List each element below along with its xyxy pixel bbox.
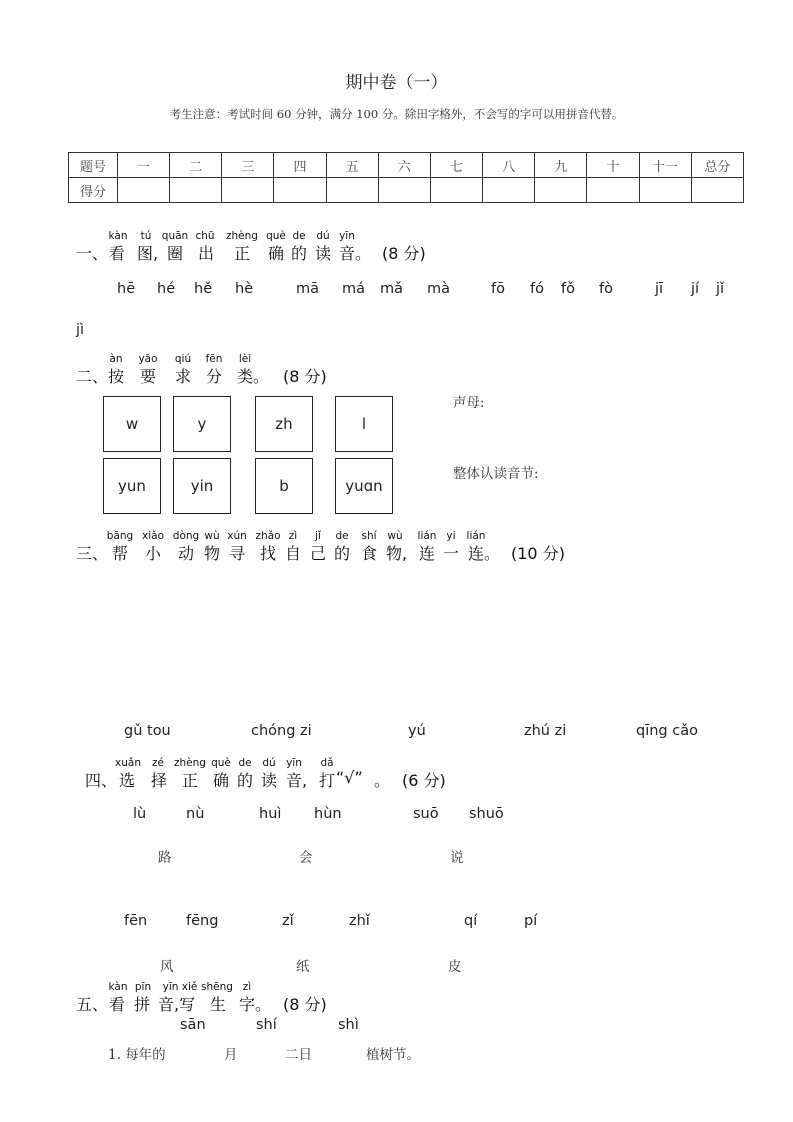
question-points: (8 分)	[283, 995, 327, 1014]
food-word[interactable]: chóng zi	[251, 723, 312, 739]
food-word[interactable]: yú	[408, 723, 426, 739]
pinyin-annotation: pīn	[134, 981, 152, 993]
question-char: 一	[443, 544, 460, 563]
target-char: 风	[160, 959, 174, 975]
question-char: 己	[310, 544, 327, 563]
syllable-card[interactable]: l	[335, 396, 393, 452]
pinyin-annotation: yīn	[339, 230, 355, 242]
question-char: 确	[268, 244, 285, 263]
pinyin-annotation: què	[266, 230, 286, 242]
pinyin-annotation: wù	[204, 530, 220, 542]
question-char: 要	[140, 367, 157, 386]
question-char: 。	[374, 771, 391, 790]
pinyin-annotation: lèi	[238, 353, 252, 365]
question-char: 分	[206, 367, 223, 386]
table-cell: 十一	[639, 153, 691, 178]
pinyin-option[interactable]: hé	[157, 281, 176, 297]
syllable-card[interactable]: yin	[173, 458, 231, 514]
pinyin-annotation: qiú	[174, 353, 192, 365]
score-table-score-row	[69, 178, 744, 203]
pinyin-annotation: àn	[109, 353, 123, 365]
pinyin-annotation: shí	[361, 530, 377, 542]
pinyin-option[interactable]: jí	[691, 281, 700, 297]
question-char: 的	[237, 771, 254, 790]
question-char: 确	[213, 771, 230, 790]
zhengti-label: 整体认读音节:	[453, 466, 539, 482]
pinyin-annotation: bāng	[106, 530, 134, 542]
question-char: 音。	[339, 244, 372, 263]
pinyin-option[interactable]: má	[342, 281, 366, 297]
syllable-card[interactable]: w	[103, 396, 161, 452]
pinyin-option[interactable]: shuō	[469, 806, 504, 822]
pinyin-annotation: chū	[195, 230, 215, 242]
pinyin-annotation: quān	[161, 230, 189, 242]
pinyin-option[interactable]: zhǐ	[349, 913, 370, 929]
pinyin-annotation: zì	[288, 530, 298, 542]
question-char: 读	[315, 244, 332, 263]
pinyin-annotation: dú	[316, 230, 330, 242]
question-number: 一、	[76, 244, 109, 263]
question-char: 的	[334, 544, 351, 563]
pinyin-annotation: dǎ	[320, 757, 334, 769]
score-input-cell[interactable]	[118, 178, 170, 203]
question-number: 四、	[85, 771, 118, 790]
pinyin-option[interactable]: hě	[194, 281, 213, 297]
pinyin-option[interactable]: fō	[491, 281, 505, 297]
question-char: 寻	[229, 544, 246, 563]
sentence-text: 1. 每年的	[108, 1047, 166, 1063]
question-char: 小	[145, 544, 162, 563]
pinyin-option[interactable]: suō	[413, 806, 439, 822]
pinyin-annotation: kàn	[108, 230, 128, 242]
question-char: 择	[151, 771, 168, 790]
pinyin-option[interactable]: mà	[427, 281, 451, 297]
pinyin-option[interactable]: hùn	[314, 806, 342, 822]
pinyin-annotation: dòng	[172, 530, 200, 542]
pinyin-annotation: fēn	[205, 353, 223, 365]
pinyin-annotation: lián	[417, 530, 437, 542]
question-char: 连。	[468, 544, 501, 563]
hint-pinyin: shí	[256, 1017, 277, 1033]
table-cell: 总分	[691, 153, 743, 178]
score-input-cell[interactable]	[535, 178, 587, 203]
food-word[interactable]: qīng cǎo	[636, 723, 698, 739]
shengmu-label: 声母:	[453, 395, 485, 411]
target-char: 会	[299, 850, 313, 866]
pinyin-option[interactable]: fó	[530, 281, 544, 297]
question-points: (10 分)	[511, 544, 565, 563]
question-points: (6 分)	[402, 771, 446, 790]
target-char: 说	[450, 850, 464, 866]
sentence-text: 月	[224, 1047, 238, 1063]
question-char: “√”	[336, 768, 363, 787]
pinyin-option[interactable]: huì	[259, 806, 282, 822]
question-char: 找	[260, 544, 277, 563]
question-char: 自	[285, 544, 302, 563]
table-cell: 八	[483, 153, 535, 178]
target-char: 皮	[448, 959, 462, 975]
question-points: (8 分)	[382, 244, 426, 263]
table-cell: 一	[118, 153, 170, 178]
question-char: 食	[361, 544, 378, 563]
question-char: 按	[108, 367, 125, 386]
question-points: (8 分)	[283, 367, 327, 386]
pinyin-annotation: yi	[446, 530, 456, 542]
pinyin-annotation: de	[238, 757, 252, 769]
pinyin-annotation: zé	[152, 757, 164, 769]
food-word[interactable]: zhú zi	[524, 723, 567, 739]
hint-pinyin: shì	[338, 1017, 359, 1033]
question-char: 看	[109, 995, 126, 1014]
pinyin-annotation: yīn xiě	[162, 981, 198, 993]
pinyin-annotation: yāo	[138, 353, 158, 365]
question-char: 拼	[134, 995, 151, 1014]
question-char: 音,写	[158, 995, 196, 1014]
exam-notice: 考生注意：考试时间 60 分钟，满分 100 分。除田字格外，不会写的字可以用拼音代替。	[169, 107, 624, 121]
syllable-card[interactable]: yuɑn	[335, 458, 393, 514]
score-input-cell[interactable]	[274, 178, 326, 203]
score-table-header-row	[69, 153, 744, 178]
pinyin-annotation: yīn	[286, 757, 302, 769]
table-cell: 二	[170, 153, 222, 178]
pinyin-option[interactable]: zǐ	[282, 913, 294, 929]
question-char: 选	[119, 771, 136, 790]
syllable-card[interactable]: b	[255, 458, 313, 514]
pinyin-annotation: tú	[140, 230, 152, 242]
table-cell: 三	[222, 153, 274, 178]
question-char: 图,	[137, 244, 159, 263]
pinyin-annotation: de	[335, 530, 349, 542]
syllable-card[interactable]: yun	[103, 458, 161, 514]
pinyin-annotation: xún	[227, 530, 247, 542]
question-char: 看	[109, 244, 126, 263]
score-input-cell[interactable]	[170, 178, 222, 203]
pinyin-annotation: zì	[242, 981, 252, 993]
pinyin-option[interactable]: fēn	[124, 913, 148, 929]
question-char: 生	[210, 995, 227, 1014]
table-cell: 七	[430, 153, 482, 178]
pinyin-annotation: zhǎo	[255, 530, 281, 542]
sentence-text: 植树节。	[366, 1047, 420, 1063]
pinyin-annotation: lián	[466, 530, 486, 542]
pinyin-annotation: què	[211, 757, 231, 769]
question-char: 连	[419, 544, 436, 563]
table-cell: 题号	[69, 153, 118, 178]
score-input-cell[interactable]	[587, 178, 639, 203]
pinyin-option[interactable]: jǐ	[716, 281, 725, 297]
score-input-cell[interactable]	[639, 178, 691, 203]
pinyin-annotation: xiǎo	[142, 530, 164, 542]
question-char: 动	[178, 544, 195, 563]
question-char: 出	[198, 244, 215, 263]
pinyin-annotation: dú	[262, 757, 276, 769]
pinyin-option[interactable]: qí	[464, 913, 478, 929]
score-input-cell[interactable]	[326, 178, 378, 203]
pinyin-option[interactable]: hē	[117, 281, 136, 297]
pinyin-annotation: shēng	[201, 981, 233, 993]
question-char: 求	[175, 367, 192, 386]
score-table	[68, 152, 744, 203]
pinyin-annotation: xuǎn	[115, 757, 141, 769]
table-cell: 四	[274, 153, 326, 178]
question-char: 类。	[237, 367, 270, 386]
pinyin-annotation: de	[292, 230, 306, 242]
question-char: 打	[319, 771, 336, 790]
question-char: 字。	[239, 995, 272, 1014]
question-number: 二、	[76, 367, 109, 386]
question-char: 音,	[286, 771, 308, 790]
table-cell: 得分	[69, 178, 118, 203]
pinyin-option[interactable]: mā	[296, 281, 320, 297]
table-cell: 十	[587, 153, 639, 178]
question-char: 帮	[112, 544, 129, 563]
pinyin-option[interactable]: hè	[235, 281, 254, 297]
syllable-card[interactable]: y	[173, 396, 231, 452]
pinyin-annotation: kàn	[108, 981, 128, 993]
score-input-cell[interactable]	[378, 178, 430, 203]
score-input-cell[interactable]	[483, 178, 535, 203]
pinyin-annotation: zhèng	[226, 230, 258, 242]
question-char: 的	[291, 244, 308, 263]
question-char: 正	[182, 771, 199, 790]
pinyin-option[interactable]: jì	[76, 322, 85, 338]
pinyin-option[interactable]: nù	[186, 806, 205, 822]
pinyin-option[interactable]: fēng	[186, 913, 219, 929]
question-char: 物	[204, 544, 221, 563]
pinyin-option[interactable]: jī	[655, 281, 664, 297]
pinyin-option[interactable]: mǎ	[380, 281, 404, 297]
hint-pinyin: sān	[180, 1017, 206, 1033]
target-char: 纸	[296, 959, 310, 975]
sentence-text: 二日	[285, 1047, 312, 1063]
score-input-cell[interactable]	[222, 178, 274, 203]
question-char: 正	[234, 244, 251, 263]
pinyin-option[interactable]: pí	[524, 913, 538, 929]
pinyin-annotation: wù	[387, 530, 403, 542]
syllable-card[interactable]: zh	[255, 396, 313, 452]
pinyin-annotation: jǐ	[315, 530, 321, 542]
question-char: 物,	[386, 544, 408, 563]
question-char: 读	[261, 771, 278, 790]
question-number: 三、	[76, 544, 109, 563]
target-char: 路	[158, 850, 172, 866]
pinyin-option[interactable]: lù	[133, 806, 147, 822]
pinyin-option[interactable]: fǒ	[561, 281, 575, 297]
table-cell: 六	[378, 153, 430, 178]
score-input-cell[interactable]	[691, 178, 743, 203]
table-cell: 五	[326, 153, 378, 178]
table-cell: 九	[535, 153, 587, 178]
question-number: 五、	[76, 995, 109, 1014]
question-char: 圈	[167, 244, 184, 263]
pinyin-option[interactable]: fò	[599, 281, 613, 297]
food-word[interactable]: gǔ tou	[124, 723, 171, 739]
page-title: 期中卷（一）	[345, 73, 448, 93]
score-input-cell[interactable]	[430, 178, 482, 203]
pinyin-annotation: zhèng	[174, 757, 206, 769]
